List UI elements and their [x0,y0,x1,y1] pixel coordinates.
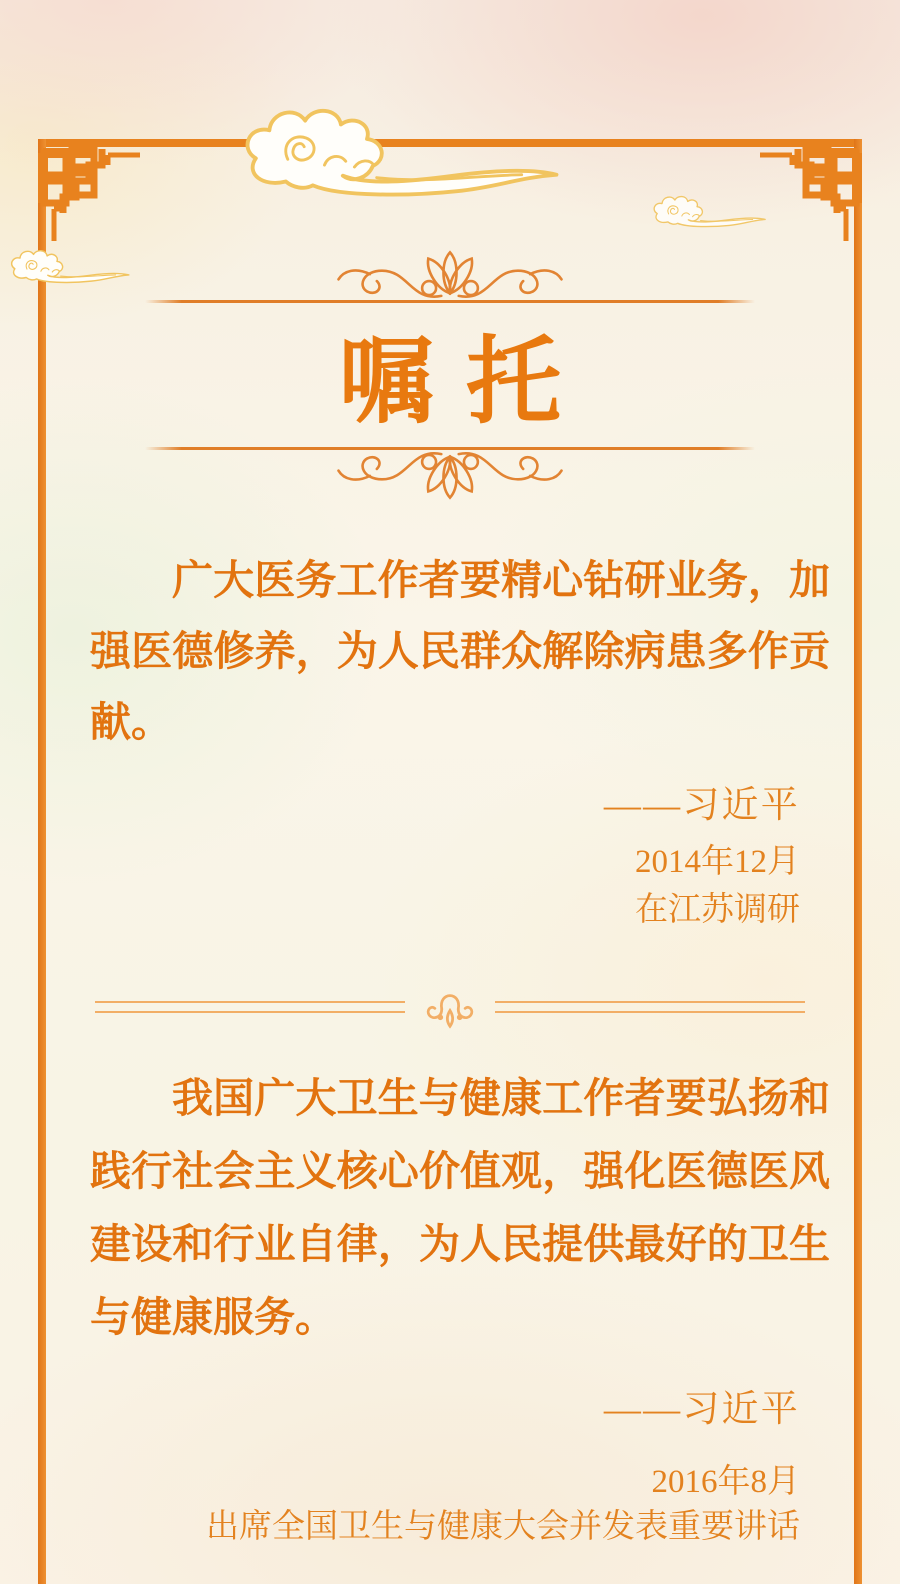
quote-date: 2014年12月 [635,844,800,880]
quote-block-1 [0,545,900,930]
quote-attribution: ——习近平 [603,785,800,826]
quote-attribution: ——习近平 [603,1389,800,1430]
frame-left-border [38,139,46,1584]
title-flourish-top-icon [145,249,755,303]
auspicious-cloud-left-icon [2,248,134,285]
page-title: 嘱托 [338,329,594,435]
quote-date: 2016年8月 [651,1464,800,1500]
auspicious-cloud-top-icon [222,104,570,201]
quote-occasion: 在江苏调研 [635,892,800,928]
quote-text: 广大医务工作者要精心钻研业务，加强医德修养，为人民群众解除病患多作贡献。 [90,557,830,745]
auspicious-cloud-right-icon [645,194,770,229]
fleur-ornament-icon [419,984,481,1030]
quote-occasion: 出席全国卫生与健康大会并发表重要讲话 [206,1509,800,1545]
divider-line-left [95,1001,405,1013]
title-flourish-bottom-icon [145,447,755,501]
quote-text: 我国广大卫生与健康工作者要弘扬和践行社会主义核心价值观，强化医德医风建设和行业自律，为人民提供最好的卫生与健康服务。 [90,1075,830,1340]
quote-block-2 [0,1062,900,1547]
divider-line-right [495,1001,805,1013]
section-divider [95,978,805,1036]
frame-right-border [854,139,862,1584]
